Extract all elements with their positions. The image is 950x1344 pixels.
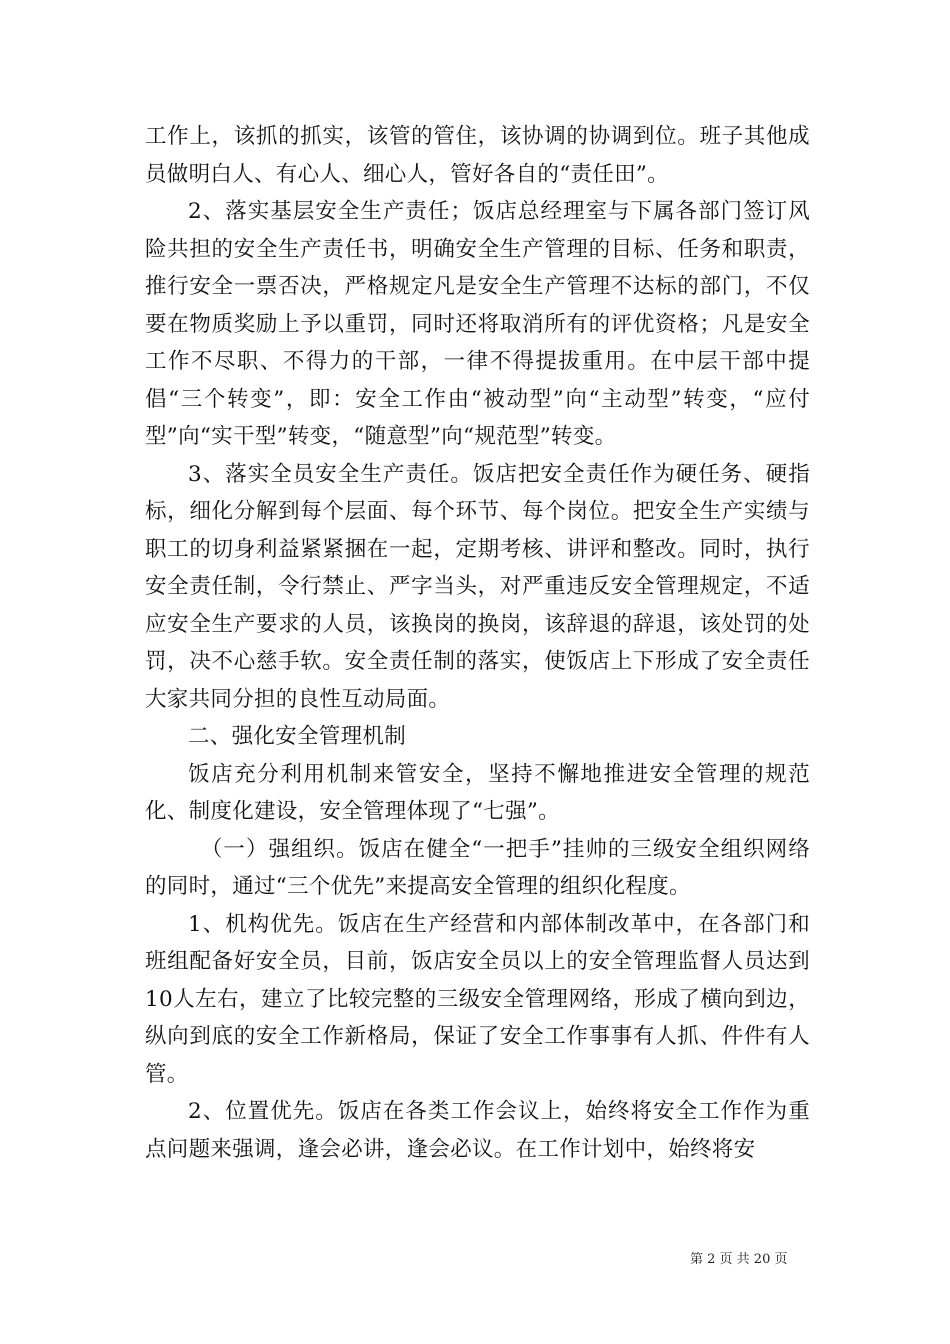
- paragraph-organization-priority: 1、机构优先。饭店在生产经营和内部体制改革中，在各部门和班组配备好安全员，目前，饭店安全员以上的安全管理监督人员达到10人左右，建立了比较完整的三级安全管理网络，形成了横向到边，纵向到底的安全工作新格局，保证了安全工作事事有人抓、件件有人管。: [145, 911, 810, 1087]
- paragraph-grassroots-responsibility: 2、落实基层安全生产责任；饭店总经理室与下属各部门签订风险共担的安全生产责任书，明确安全生产管理的目标、任务和职责，推行安全一票否决，严格规定凡是安全生产管理不达标的部门，不仅要在物质奖励上予以重罚，同时还将取消所有的评优资格；凡是安全工作不尽职、不得力的干部，一律不得提拔重用。在中层干部中提倡“三个转变”，即：安全工作由“被动型”向“主动型”转变，“应付型”向“实干型”转变，“随意型”向“规范型”转变。: [145, 199, 810, 449]
- document-body: [145, 118, 810, 1168]
- paragraph-all-staff-responsibility: 3、落实全员安全生产责任。饭店把安全责任作为硬任务、硬指标，细化分解到每个层面、每个环节、每个岗位。把安全生产实绩与职工的切身利益紧紧捆在一起，定期考核、讲评和整改。同时，执行安全责任制，令行禁止、严字当头，对严重违反安全管理规定，不适应安全生产要求的人员，该换岗的换岗，该辞退的辞退，该处罚的处罚，决不心慈手软。安全责任制的落实，使饭店上下形成了安全责任大家共同分担的良性互动局面。: [145, 461, 810, 712]
- paragraph-strong-organization: （一）强组织。饭店在健全“一把手”挂帅的三级安全组织网络的同时，通过“三个优先”来提高安全管理的组织化程度。: [145, 836, 810, 899]
- section-heading-mechanism: 二、强化安全管理机制: [188, 724, 407, 749]
- page-number-footer: 第 2 页 共 20 页: [690, 1252, 788, 1267]
- paragraph-seven-strengths: 饭店充分利用机制来管安全，坚持不懈地推进安全管理的规范化、制度化建设，安全管理体现了“七强”。: [145, 761, 810, 824]
- paragraph-position-priority: 2、位置优先。饭店在各类工作会议上，始终将安全工作作为重点问题来强调，逢会必讲，逢会必议。在工作计划中，始终将安: [145, 1099, 810, 1162]
- paragraph-continuation: 工作上，该抓的抓实，该管的管住，该协调的协调到位。班子其他成员做明白人、有心人、细心人，管好各自的“责任田”。: [145, 124, 810, 187]
